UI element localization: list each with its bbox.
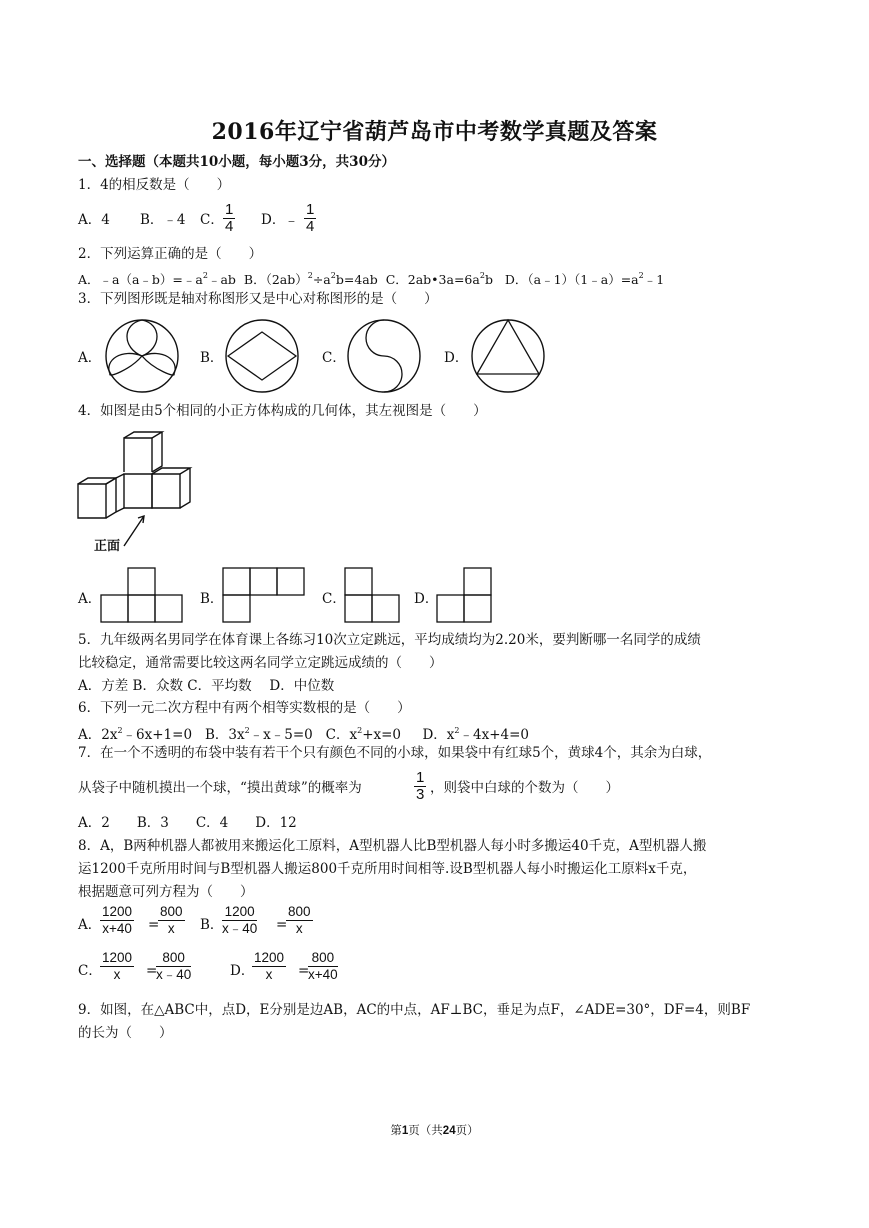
page-title: 2016年辽宁省葫芦岛市中考数学真题及答案 [211,119,658,145]
q4-option-d-label: D． [414,591,439,607]
q6-option-b: B．$3x^2﹣x﹣5=0$ [204,726,313,743]
q3-figure-b-rhombus-circle [222,318,302,394]
q4-stem: 4．如图是由5个相同的小正方体构成的几何体，其左视图是（ ） [78,403,487,419]
q8-a-left-fraction: $\frac{1200}{x+40}$ [102,904,133,936]
q3-figure-c-yin-yang-circle [344,318,424,394]
q8-b-right-fraction: $\frac{800}{x}$ [288,904,311,936]
q1-d-numerator: 1 [306,201,315,218]
q4-option-b-label: B． [200,591,224,607]
q6-option-a: A．$2x^2﹣6x+1=0$ [78,726,193,743]
q8-c-left-fraction: $\frac{1200}{x}$ [102,950,133,982]
q4-figure-label: 正面 [94,538,121,553]
q9-stem-line1: 9．如图，在△ABC中，点D，E分别是边AB，AC的中点，AF⊥BC，垂足为点F，∠ADE=30°，DF=4，则BF [78,1002,751,1018]
q4-option-a-label: A． [78,591,102,607]
q8-d-right-fraction: $\frac{800}{x+40}$ [308,950,338,982]
q1-d-denominator: 4 [306,218,315,235]
q1-c-denominator: 4 [225,218,234,235]
q7-probability-fraction: $\frac{1}{3}$ [416,769,425,803]
q3-option-b-label: B． [200,350,224,366]
q3-stem: 3．下列图形既是轴对称图形又是中心对称图形的是（ ） [78,291,438,307]
q1-c-numerator: 1 [225,201,234,218]
q3-figure-d-triangle-circle [468,318,548,394]
q3-option-c-label: C． [322,350,346,366]
q8-stem-line3: 根据题意可列方程为（ ） [78,884,254,900]
q1-option-d-fraction [304,202,316,235]
q2-option-b: B．$(2ab)^2\div a^2b=4ab$ [243,271,378,287]
q6-option-c: C．$x^2+x=0$ [325,726,402,743]
q4-figure-d-view [436,566,494,624]
q8-d-left-fraction: $\frac{1200}{x}$ [254,950,285,982]
q2-options [78,267,664,289]
q3-option-a-label: A． [78,350,102,366]
q5-options: A．方差 B．众数 C．平均数 D．中位数 [78,678,335,694]
q6-stem: 6．下列一元二次方程中有两个相等实数根的是（ ） [78,700,411,716]
q2-option-c: C．$2ab•3a=6a^2b$ [385,271,493,287]
q6-option-d: D．$x^2﹣4x+4=0$ [422,726,530,743]
q5-stem-line1: 5．九年级两名男同学在体育课上各练习10次立定跳远，平均成绩均为2.20米，要判断哪一名同学的成绩 [78,632,701,648]
q1-option-a: A．4 [78,212,110,228]
q1-option-d-label: D． [261,212,286,228]
total-page-count: 24 [442,1125,456,1137]
q8-a-right-fraction: $\frac{800}{x}$ [160,904,183,936]
q1-option-c-label: C． [200,212,224,228]
q8-option-d-label: D． [230,963,255,979]
q5-stem-line2: 比较稳定，通常需要比较这两名同学立定跳远成绩的（ ） [78,655,443,671]
page-footer: 第1页（共24页） [390,1123,479,1137]
q1-stem: 1．4的相反数是（ ） [78,177,231,193]
q4-figure-c-view [344,566,402,624]
q4-figure-cube-solid [76,430,202,554]
q8-option-c-label: C． [78,963,102,979]
q4-option-c-label: C． [322,591,346,607]
q8-option-a-label: A． [78,917,102,933]
q8-b-left-fraction: $\frac{1200}{x﹣40}$ [222,904,258,936]
q7-stem-line1: 7．在一个不透明的布袋中装有若干个只有颜色不同的小球，如果袋中有红球5个，黄球4个，其余为白球， [78,745,712,761]
section-heading: 一、选择题（本题共10小题，每小题3分，共30分） [78,154,395,170]
q8-c-right-fraction: $\frac{800}{x﹣40}$ [156,950,192,982]
q9-stem-line2: 的长为（ ） [78,1025,173,1041]
q8-stem-line1: 8．A，B两种机器人都被用来搬运化工原料，A型机器人比B型机器人每小时多搬运40千克，A型机器人搬 [78,838,707,854]
q8-option-b-label: B． [200,917,224,933]
q3-option-d-label: D． [444,350,469,366]
q8-stem-line2: 运1200千克所用时间与B型机器人搬运800千克所用时间相等.设B型机器人每小时搬运化工原料x千克， [78,861,697,877]
exam-page: 2016年辽宁省葫芦岛市中考数学真题及答案 一、选择题（本题共10小题，每小题3分，共30分） 1．4的相反数是（ ） A．4 B．﹣4 C． $\frac{1}{4}$ D． ﹣ $\frac{1}{4}$ 2．下列运算正确的是（ ） A．$﹣a(a﹣b)=﹣a^2﹣ab$ B．$(2ab)^2\div a^2b=4ab$ C．$2ab•3a=6a^2b$ D．$(a﹣1)(1﹣a)=a^2﹣1$ 3．下列图形既是轴对称图形又是中心对称图形的是（ ） A． B． C． D． 4．如图是由5个相同的小正方体构成的几何体，其左视图是（ ） 正面 A． B． C． D． 5．九年级两名男同学在体育课上各练习10次立定跳远，平均成绩均为2.20米，要判断哪一名同学的成绩 比较稳定，通常需要比较这两名同学立定跳远成绩的（ ） A．方差 B．众数 C．平均数 D．中位数 6．下列一元二次方程中有两个相等实数根的是（ ） A．$2x^2﹣6x+1=0$ B．$3x^2﹣x﹣5=0$ C．$x^2+x=0$ D．$x^2﹣4x+4=0$ 7．在一个不透明的布袋中装有若干个只有颜色不同的小球，如果袋中有红球5个，黄球4个，其余为白球， 从袋子中随机摸出一个球，“摸出黄球”的概率为 $\frac{1}{3}$ ，则袋中白球的个数为（ ） A．2 B．3 C．4 D．12 8．A，B两种机器人都被用来搬运化工原料，A型机器人比B型机器人每小时多搬运40千克，A型机器人搬 运1200千克所用时间与B型机器人搬运800千克所用时间相等.设B型机器人每小时搬运化工原料x千克， 根据题意可列方程为（ ） A． $\frac{1200}{x+40}$ = $\frac{800}{x}$ B． $\frac{1200}{x﹣40}$ = $\frac{800}{x}$ C． $\frac{1200}{x}$ = $\frac{800}{x﹣40}$ D． $\frac{1200}{x}$ = $\frac{800}{x+40}$ 9．如图，在△ABC中，点D，E分别是边AB，AC的中点，AF⊥BC，垂足为点F，∠ADE=30°，DF=4，则BF 的长为（ ） 第1页（共24页） [0,0,869,1228]
current-page-number: 1 [401,1125,409,1137]
q6-options [78,722,529,744]
q1-d-sign: ﹣ [284,211,300,229]
q7-options: A．2 B．3 C．4 D．12 [78,815,297,831]
q2-option-d: D．$(a﹣1)(1﹣a)=a^2﹣1$ [504,271,665,287]
q1-option-b: B．﹣4 [140,212,186,228]
q1-option-c-fraction [223,202,235,235]
q4-figure-a-view [100,566,184,624]
q2-option-a: A．$﹣a(a﹣b)=﹣a^2﹣ab$ [78,271,236,287]
q3-figure-a-trefoil-circle [100,318,184,394]
q2-stem: 2．下列运算正确的是（ ） [78,246,263,262]
q4-figure-b-view [222,566,306,624]
